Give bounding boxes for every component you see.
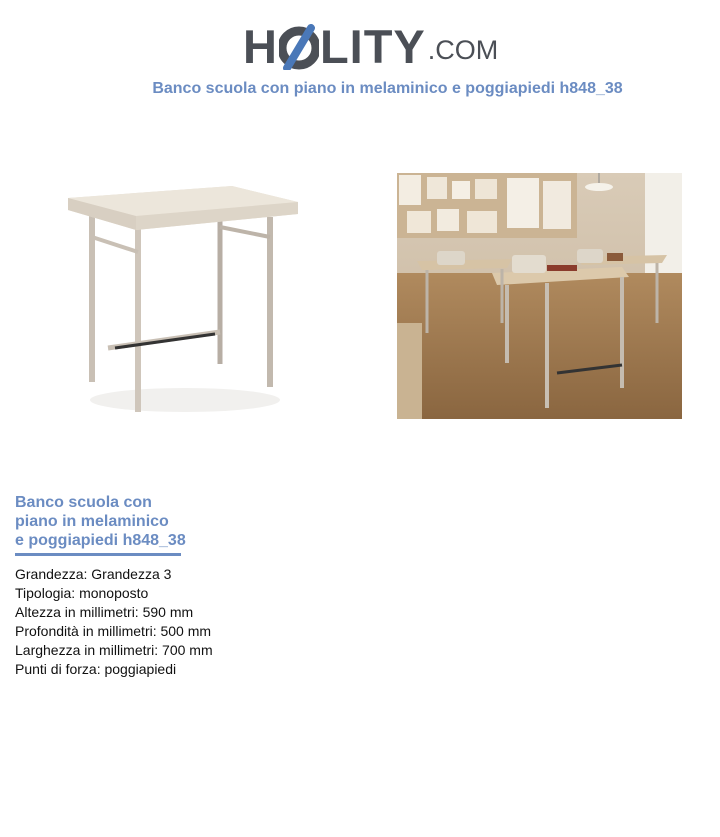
logo-letter-h: H bbox=[243, 20, 278, 73]
product-name-line: e poggiapiedi h848_38 bbox=[15, 532, 186, 549]
logo-wordmark bbox=[243, 20, 426, 73]
holity-logo[interactable] bbox=[243, 10, 499, 73]
logo-o-icon bbox=[279, 24, 319, 70]
spec-list bbox=[15, 565, 213, 679]
product-name-line: piano in melaminico bbox=[15, 513, 169, 530]
logo-suffix: .COM bbox=[427, 35, 499, 65]
product-name bbox=[15, 493, 186, 550]
logo-letters-lity: LITY bbox=[319, 20, 426, 73]
spec-item-profondita: Profondità in millimetri: 500 mm bbox=[15, 623, 212, 639]
spec-item-tipologia: Tipologia: monoposto bbox=[15, 585, 149, 601]
spec-item-larghezza: Larghezza in millimetri: 700 mm bbox=[15, 642, 213, 658]
spec-item-grandezza: Grandezza: Grandezza 3 bbox=[15, 566, 172, 582]
product-photo-classroom bbox=[397, 173, 682, 419]
spec-item-altezza: Altezza in millimetri: 590 mm bbox=[15, 604, 194, 620]
product-photo-desk bbox=[60, 172, 310, 422]
title-underline bbox=[15, 553, 181, 556]
product-name-line: Banco scuola con bbox=[15, 494, 152, 511]
spec-item-punti-di-forza: Punti di forza: poggiapiedi bbox=[15, 661, 177, 677]
page-title: Banco scuola con piano in melaminico e poggiapiedi h848_38 bbox=[152, 80, 623, 97]
